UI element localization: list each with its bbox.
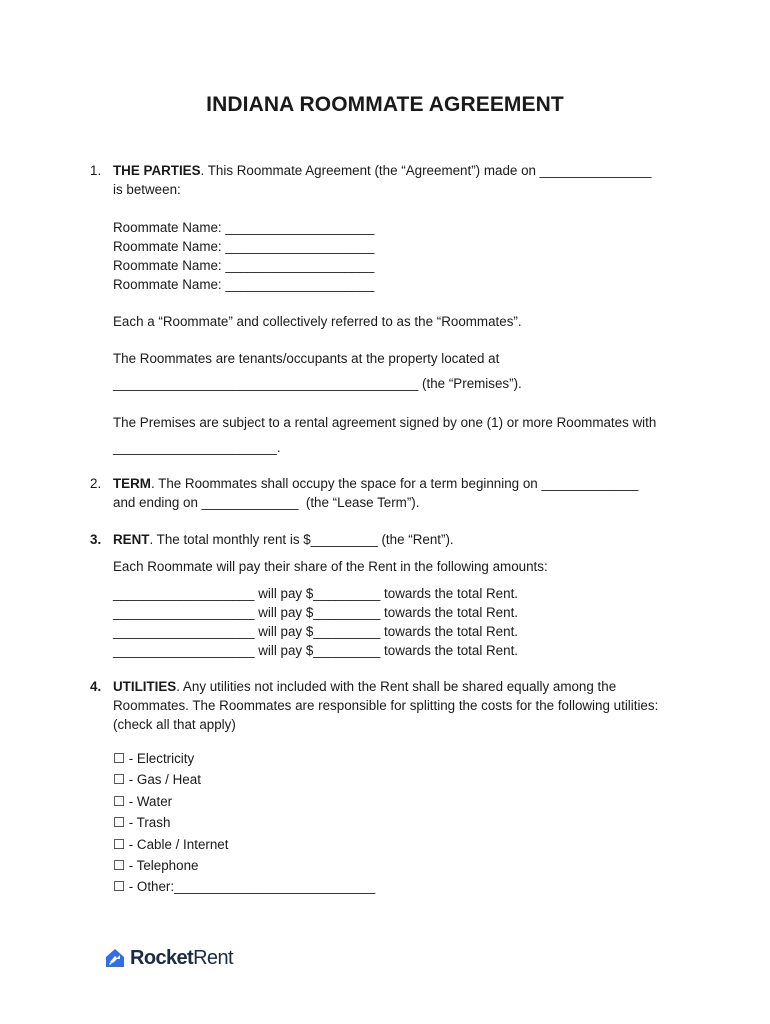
section-number: 4. <box>90 679 102 694</box>
section-term <box>90 474 690 512</box>
property-line: The Roommates are tenants/occupants at the property located at <box>113 351 500 366</box>
term-text: . The Roommates shall occupy the space for a term beginning on _____________ <box>150 476 639 491</box>
logo-brand-bold: Rocket <box>130 946 194 969</box>
parties-intro-line <box>113 161 690 180</box>
utility-checkbox-other[interactable]: ☐ - Other:___________________________ <box>113 879 376 895</box>
logo-wordmark <box>130 947 233 970</box>
utilities-line3: (check all that apply) <box>113 717 236 732</box>
term-end-line: and ending on _____________ (the “Lease Term”). <box>113 495 420 510</box>
section-utilities <box>90 677 690 898</box>
utilities-line2: Roommates. The Roommates are responsible for splitting the costs for the following utilities: <box>113 698 659 713</box>
term-line <box>113 474 690 493</box>
rent-shares-intro: Each Roommate will pay their share of the Rent in the following amounts: <box>113 559 548 574</box>
section-number: 3. <box>90 532 102 547</box>
section-heading: RENT <box>113 532 150 547</box>
section-number: 1. <box>90 163 102 178</box>
section-parties <box>90 161 690 457</box>
parties-intro-line2: is between: <box>113 182 181 197</box>
utilities-line <box>113 677 690 696</box>
section-heading: UTILITIES <box>113 679 177 694</box>
rental-agreement-line: The Premises are subject to a rental agreement signed by one (1) or more Roommates with <box>113 415 657 430</box>
document-title: INDIANA ROOMMATE AGREEMENT <box>206 93 564 116</box>
rent-share-line: ___________________ will pay $_________ towards the total Rent. <box>113 605 519 620</box>
roommate-name-line: Roommate Name: ____________________ <box>113 220 375 235</box>
roommate-name-line: Roommate Name: ____________________ <box>113 277 375 292</box>
rent-share-line: ___________________ will pay $_________ towards the total Rent. <box>113 643 519 658</box>
roommate-name-line: Roommate Name: ____________________ <box>113 258 375 273</box>
collective-definition: Each a “Roommate” and collectively referred to as the “Roommates”. <box>113 314 522 329</box>
rent-text: . The total monthly rent is $_________ (the “Rent”). <box>149 532 454 547</box>
rental-agreement-blank: ______________________. <box>113 440 281 455</box>
roommate-name-line: Roommate Name: ____________________ <box>113 239 375 254</box>
section-heading: TERM <box>113 476 151 491</box>
rocketrent-logo <box>104 946 233 970</box>
utility-checkbox-electricity[interactable]: ☐ - Electricity <box>113 751 195 766</box>
utility-checkbox-water[interactable]: ☐ - Water <box>113 793 173 809</box>
section-rent <box>90 530 690 660</box>
rent-share-line: ___________________ will pay $_________ towards the total Rent. <box>113 624 519 639</box>
section-number: 2. <box>90 476 102 491</box>
parties-intro-text: . This Roommate Agreement (the “Agreement”) made on _______________ <box>200 163 652 178</box>
rent-line <box>113 530 690 549</box>
rent-share-line: ___________________ will pay $_________ towards the total Rent. <box>113 586 519 601</box>
section-heading: THE PARTIES <box>113 163 201 178</box>
utility-checkbox-trash[interactable]: ☐ - Trash <box>113 815 171 831</box>
logo-brand-regular: Rent <box>193 946 233 969</box>
utility-checkbox-telephone[interactable]: ☐ - Telephone <box>113 857 199 873</box>
rocket-house-icon <box>104 947 126 969</box>
utility-checkbox-gas-heat[interactable]: ☐ - Gas / Heat <box>113 772 201 788</box>
utility-checkbox-cable-internet[interactable]: ☐ - Cable / Internet <box>113 836 229 852</box>
premises-address-line: _________________________________________ (the “Premises”). <box>113 376 522 391</box>
utilities-text: . Any utilities not included with the Rent shall be shared equally among the <box>176 679 617 694</box>
